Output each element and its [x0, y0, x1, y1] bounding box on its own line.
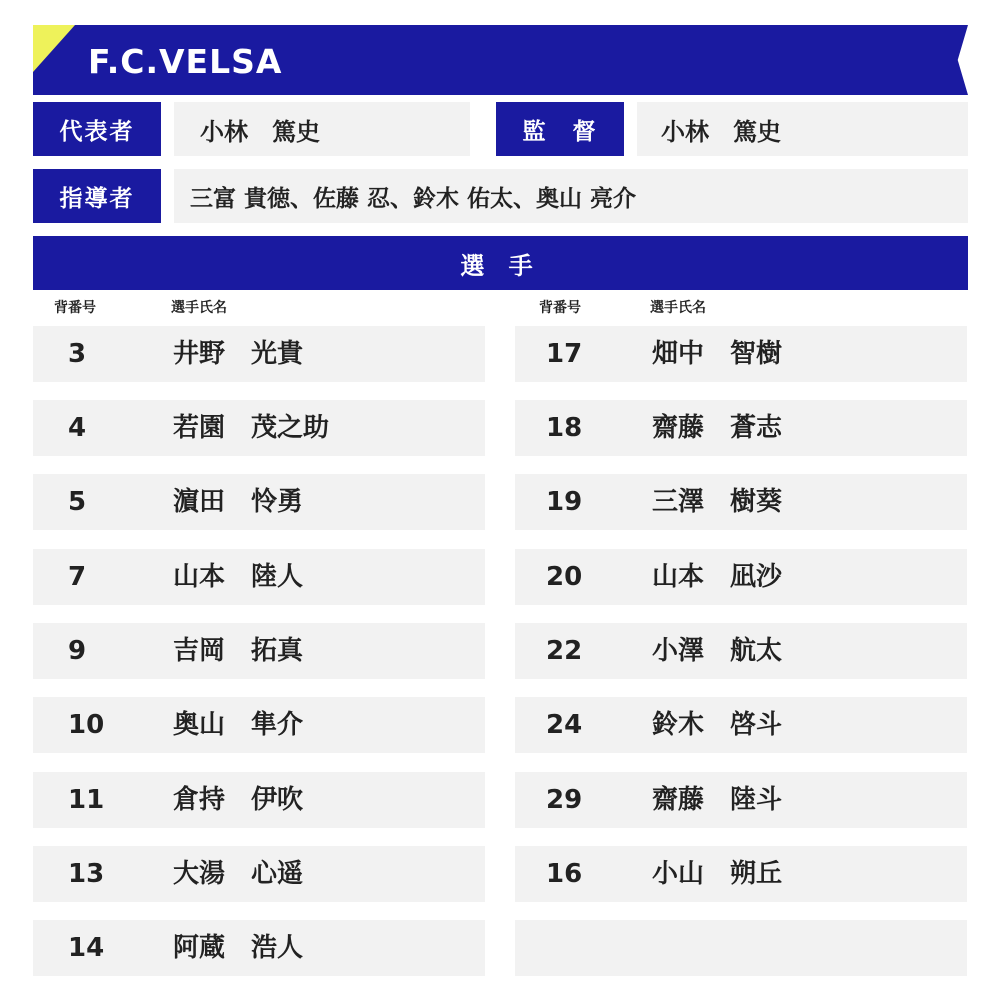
player-number: 5: [68, 487, 87, 517]
player-name: 齋藤 陸斗: [652, 785, 783, 815]
coach-value: 三富 貴徳、佐藤 忍、鈴木 佑太、奥山 亮介: [174, 169, 968, 223]
player-name: 吉岡 拓真: [173, 636, 304, 666]
player-name: 井野 光貴: [173, 339, 304, 369]
player-number: 7: [68, 562, 87, 592]
player-row: [33, 549, 485, 605]
player-name: 小澤 航太: [652, 636, 783, 666]
player-number: 10: [68, 710, 105, 740]
player-row: [33, 474, 485, 530]
player-row: [515, 846, 967, 902]
player-name: 鈴木 啓斗: [652, 710, 783, 740]
player-number: 3: [68, 339, 87, 369]
player-row: [515, 697, 967, 753]
manager-value: 小林 篤史: [637, 102, 968, 156]
player-name: 山本 凪沙: [652, 562, 783, 592]
player-row: [33, 846, 485, 902]
player-row: [33, 772, 485, 828]
player-name: 齋藤 蒼志: [652, 413, 783, 443]
player-number: 19: [546, 487, 583, 517]
representative-label: 代表者: [33, 102, 161, 156]
player-row: [515, 623, 967, 679]
player-name: 小山 朔丘: [652, 859, 783, 889]
player-number: 4: [68, 413, 87, 443]
player-name: 畑中 智樹: [652, 339, 783, 369]
left-name-header: 選手氏名: [171, 300, 227, 316]
player-name: 若園 茂之助: [173, 413, 330, 443]
player-row: [33, 697, 485, 753]
player-row: [515, 326, 967, 382]
players-section-title: 選 手: [33, 236, 968, 290]
left-number-header: 背番号: [54, 300, 96, 316]
player-row: [33, 623, 485, 679]
player-row: [515, 549, 967, 605]
player-number: 29: [546, 785, 583, 815]
player-number: 13: [68, 859, 105, 889]
representative-value: 小林 篤史: [174, 102, 470, 156]
player-number: 18: [546, 413, 583, 443]
player-name: 奥山 隼介: [173, 710, 304, 740]
player-name: 濵田 怜勇: [173, 487, 304, 517]
player-row: [515, 772, 967, 828]
manager-label: 監 督: [496, 102, 624, 156]
player-row: [515, 474, 967, 530]
player-number: 9: [68, 636, 87, 666]
player-name: 阿蔵 浩人: [173, 933, 304, 963]
player-name: 山本 陸人: [173, 562, 304, 592]
player-number: 11: [68, 785, 105, 815]
player-row: [33, 920, 485, 976]
coach-label: 指導者: [33, 169, 161, 223]
player-number: 22: [546, 636, 583, 666]
player-row: [515, 400, 967, 456]
player-name: 大湯 心遥: [173, 859, 304, 889]
right-name-header: 選手氏名: [650, 300, 706, 316]
player-row: [33, 400, 485, 456]
player-number: 24: [546, 710, 583, 740]
player-name: 倉持 伊吹: [173, 785, 304, 815]
player-row: [33, 326, 485, 382]
player-number: 17: [546, 339, 583, 369]
player-number: 20: [546, 562, 583, 592]
player-number: 14: [68, 933, 105, 963]
player-name: 三澤 樹葵: [652, 487, 783, 517]
team-name: F.C.VELSA: [88, 42, 283, 81]
player-row-empty: [515, 920, 967, 976]
player-number: 16: [546, 859, 583, 889]
right-number-header: 背番号: [539, 300, 581, 316]
